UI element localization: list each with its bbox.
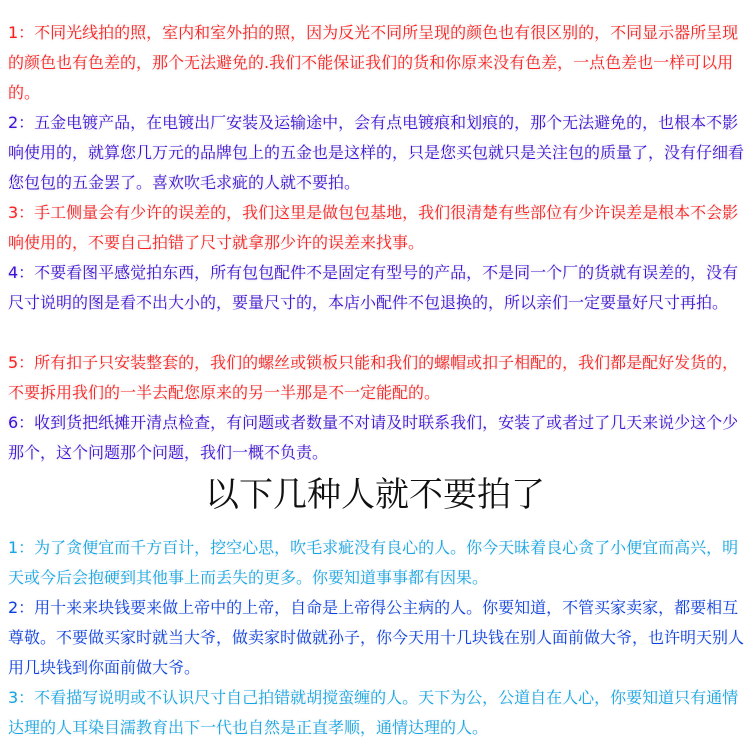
note-4: 4：不要看图平感觉拍东西，所有包包配件不是固定有型号的产品，不是同一个厂的货就有误差的，没有尺寸说明的图是看不出大小的，要量尺寸的，本店小配件不包退换的，所以亲们一定要量好尺寸再拍。 [8,263,739,312]
note-5: 5：所有扣子只安装整套的，我们的螺丝或锁板只能和我们的螺帽或扣子相配的，我们都是配好发货的，不要拆用我们的一半去配您原来的另一半那是不一定能配的。 [8,353,739,402]
section-title: 以下几种人就不要拍了 [205,475,545,515]
note-6: 6：收到货把纸摊开清点检查，有问题或者数量不对请及时联系我们，安装了或者过了几天来说少这个少那个，这个问题那个问题，我们一概不负责。 [8,413,739,462]
warning-3: 3：不看描写说明或不认识尺寸自己拍错就胡搅蛮缠的人。天下为公，公道自在人心，你要知道只有通情达理的人耳染目濡教育出下一代也自然是正直孝顺，通情达理的人。 [8,688,739,737]
note-2: 2：五金电镀产品，在电镀出厂安装及运输途中，会有点电镀痕和划痕的，那个无法避免的，也根本不影响使用的，就算您几万元的品牌包上的五金也是这样的，只是您买包就只是关注包的质量了，没有仔细看您包包的五金罢了。喜欢吹毛求疵的人就不要拍。 [8,113,745,192]
warning-2: 2：用十来来块钱要来做上帝中的上帝，自命是上帝得公主病的人。你要知道，不管买家卖家，都要相互尊敬。不要做买家时就当大爷，做卖家时做就孙子，你今天用十几块钱在别人面前做大爷，也许明天别人用几块钱到你面前做大爷。 [8,598,745,677]
note-3: 3：手工侧量会有少许的误差的，我们这里是做包包基地，我们很清楚有些部位有少许误差是根本不会影响使用的，不要自己拍错了尺寸就拿那少许的误差来找事。 [8,203,739,252]
note-1: 1：不同光线拍的照，室内和室外拍的照，因为反光不同所呈现的颜色也有很区别的，不同显示器所呈现的颜色也有色差的，那个无法避免的.我们不能保证我们的货和你原来没有色差，一点色差也一样可以用的。 [8,23,739,102]
warning-1: 1：为了贪便宜而千方百计，挖空心思，吹毛求疵没有良心的人。你今天昧着良心贪了小便宜而高兴，明天或今后会抱硬到其他事上而丢失的更多。你要知道事事都有因果。 [8,538,739,587]
